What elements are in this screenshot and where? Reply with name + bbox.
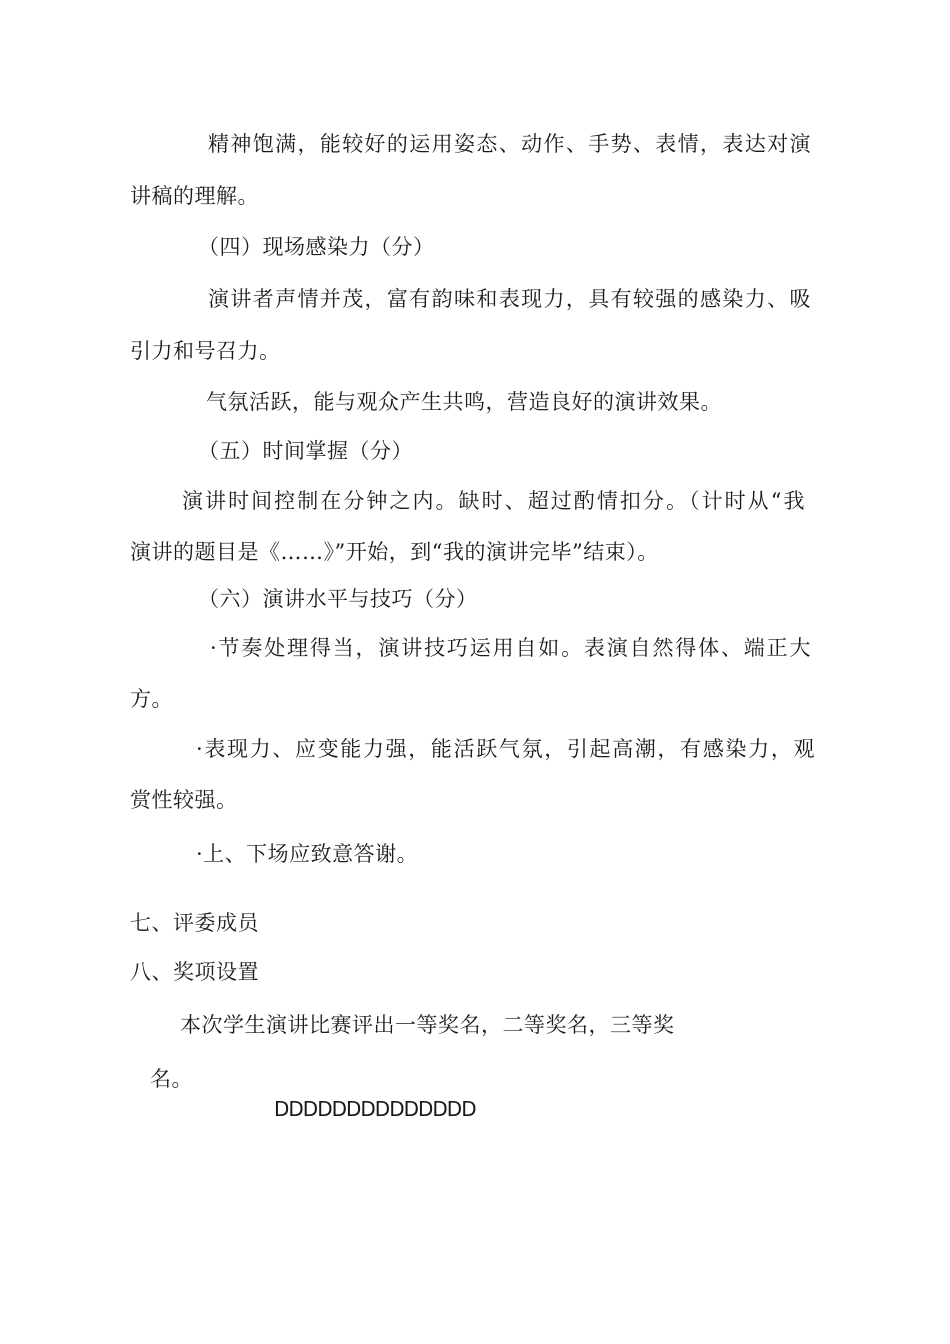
section-heading: （六）演讲水平与技巧（分） (198, 587, 478, 611)
footer-text: DDDDDDDDDDDDDD (274, 1097, 476, 1121)
paragraph-line: 讲稿的理解。 (130, 184, 259, 208)
paragraph-line: 方。 (130, 687, 173, 711)
paragraph-line: 引力和号召力。 (130, 339, 281, 363)
paragraph-line: 演讲时间控制在分钟之内。缺时、超过酌情扣分。（计时从“我 (182, 489, 805, 513)
section-heading: 八、奖项设置 (130, 960, 259, 984)
section-heading: （五）时间掌握（分） (198, 439, 413, 463)
section-heading: 七、评委成员 (130, 911, 259, 935)
bullet-line: ·上、下场应致意答谢。 (196, 842, 419, 866)
paragraph-line: 气氛活跃，能与观众产生共鸣，营造良好的演讲效果。 (206, 390, 722, 414)
paragraph-line: 演讲的题目是《……》”开始，到“我的演讲完毕”结束）。 (130, 540, 659, 564)
bullet-line: ·节奏处理得当，演讲技巧运用自如。表演自然得体、端正大 (210, 636, 811, 660)
paragraph-line: 赏性较强。 (130, 788, 238, 812)
paragraph-line: 演讲者声情并茂，富有韵味和表现力，具有较强的感染力、吸 (208, 287, 811, 311)
paragraph-line: 精神饱满，能较好的运用姿态、动作、手势、表情，表达对演 (208, 132, 811, 156)
section-heading: （四）现场感染力（分） (198, 235, 435, 259)
paragraph-line: 本次学生演讲比赛评出一等奖名，二等奖名，三等奖 (180, 1013, 675, 1037)
bullet-line: ·表现力、应变能力强，能活跃气氛，引起高潮，有感染力，观 (196, 737, 815, 761)
paragraph-line: 名。 (150, 1067, 193, 1091)
